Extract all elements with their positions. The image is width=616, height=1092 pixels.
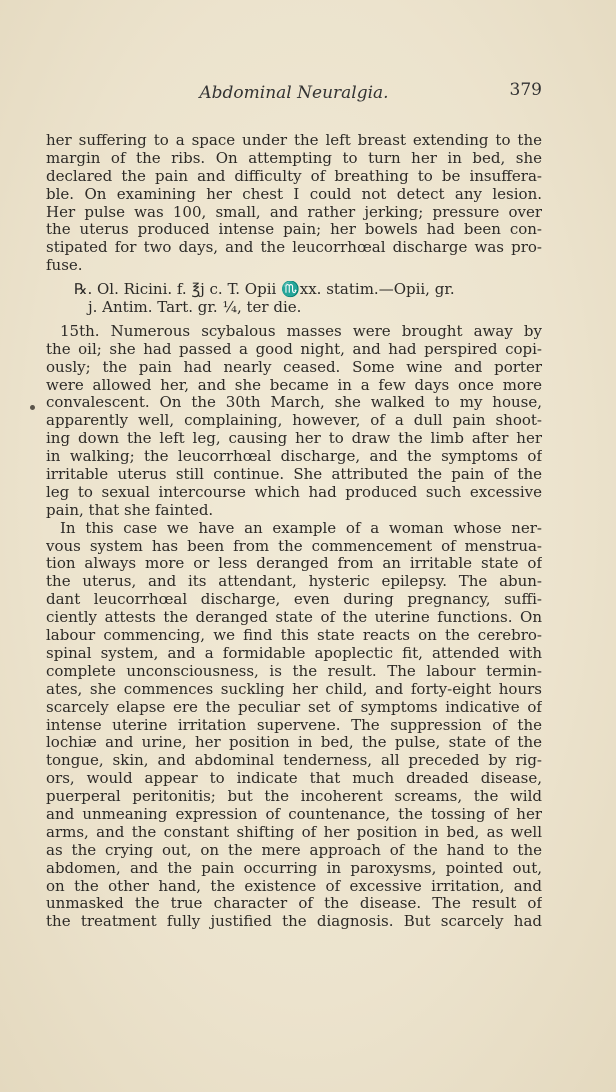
- text-line: the uterus, and its attendant, hysteric epilepsy. The abun-: [46, 573, 542, 591]
- text-line: tongue, skin, and abdominal tenderness, all preceded by rig-: [46, 752, 542, 770]
- text-line: Her pulse was 100, small, and rather jerking; pressure over: [46, 203, 542, 221]
- text-line: vous system has been from the commencement of menstrua-: [46, 537, 542, 555]
- text-line: the uterus produced intense pain; her bowels had been con-: [46, 221, 542, 239]
- text-line: puerperal peritonitis; but the incoherent screams, the wild: [46, 788, 542, 806]
- text-line: abdomen, and the pain occurring in paroxysms, pointed out,: [46, 859, 542, 877]
- text-line: her suffering to a space under the left breast extending to the: [46, 132, 542, 149]
- text-line: irritable uterus still continue. She attributed the pain of the: [46, 466, 542, 484]
- text-line: ble. On examining her chest I could not detect any lesion.: [46, 185, 542, 203]
- text-line: ors, would appear to indicate that much dreaded disease,: [46, 770, 542, 788]
- text-line: pain, that she fainted.: [46, 501, 214, 519]
- running-title: Abdominal Neuralgia.: [199, 83, 389, 103]
- page-number: 379: [509, 80, 542, 100]
- text-line: stipated for two days, and the leucorrhœal discharge was pro-: [46, 239, 542, 257]
- text-line: apparently well, complaining, however, of a dull pain shoot-: [46, 412, 542, 430]
- text-line: lochiæ and urine, her position in bed, the pulse, state of the: [46, 734, 542, 752]
- text-line: spinal system, and a formidable apoplectic fit, attended with: [46, 644, 542, 662]
- text-line: ing down the left leg, causing her to draw the limb after her: [46, 430, 542, 448]
- text-line: margin of the ribs. On attempting to turn her in bed, she: [46, 149, 542, 167]
- text-line: unmasked the true character of the disease. The result of: [46, 895, 542, 913]
- text-line: on the other hand, the existence of excessive irritation, and: [46, 877, 542, 895]
- text-line: labour commencing, we find this state reacts on the cerebro-: [46, 627, 542, 645]
- body-text: [46, 132, 542, 931]
- text-line: intense uterine irritation supervene. The suppression of the: [46, 716, 542, 734]
- text-line: declared the pain and difficulty of breathing to be insuffera-: [46, 167, 542, 185]
- text-line: in walking; the leucorrhœal discharge, and the symptoms of: [46, 448, 542, 466]
- margin-dot-mark: [30, 405, 35, 410]
- prescription-line: ℞. Ol. Ricini. f. ℥j c. T. Opii ♏xx. statim.—Opii, gr.: [74, 281, 455, 299]
- text-line: and unmeaning expression of countenance, the tossing of her: [46, 805, 542, 823]
- text-line: In this case we have an example of a woman whose ner-: [60, 519, 542, 537]
- text-line: arms, and the constant shifting of her position in bed, as well: [46, 823, 542, 841]
- text-line: as the crying out, on the mere approach of the hand to the: [46, 841, 542, 859]
- text-line: ously; the pain had nearly ceased. Some wine and porter: [46, 358, 542, 376]
- text-line: complete unconsciousness, is the result. The labour termin-: [46, 662, 542, 680]
- text-line: scarcely elapse ere the peculiar set of symptoms indicative of: [46, 698, 542, 716]
- text-line: the oil; she had passed a good night, and had perspired copi-: [46, 340, 542, 358]
- prescription-line: j. Antim. Tart. gr. ¼, ter die.: [88, 299, 302, 317]
- text-line: tion always more or less deranged from an irritable state of: [46, 555, 542, 573]
- text-line: ates, she commences suckling her child, and forty-eight hours: [46, 680, 542, 698]
- text-line: were allowed her, and she became in a few days once more: [46, 376, 542, 394]
- text-line: ciently attests the deranged state of the uterine functions. On: [46, 609, 542, 627]
- text-line: 15th. Numerous scybalous masses were brought away by: [60, 322, 542, 340]
- text-line: leg to sexual intercourse which had produced such excessive: [46, 483, 542, 501]
- text-line: the treatment fully justified the diagnosis. But scarcely had: [46, 913, 542, 931]
- running-head: [46, 80, 542, 106]
- text-line: dant leucorrhœal discharge, even during pregnancy, suffi-: [46, 591, 542, 609]
- text-line: convalescent. On the 30th March, she walked to my house,: [46, 394, 542, 412]
- text-line: fuse.: [46, 257, 83, 275]
